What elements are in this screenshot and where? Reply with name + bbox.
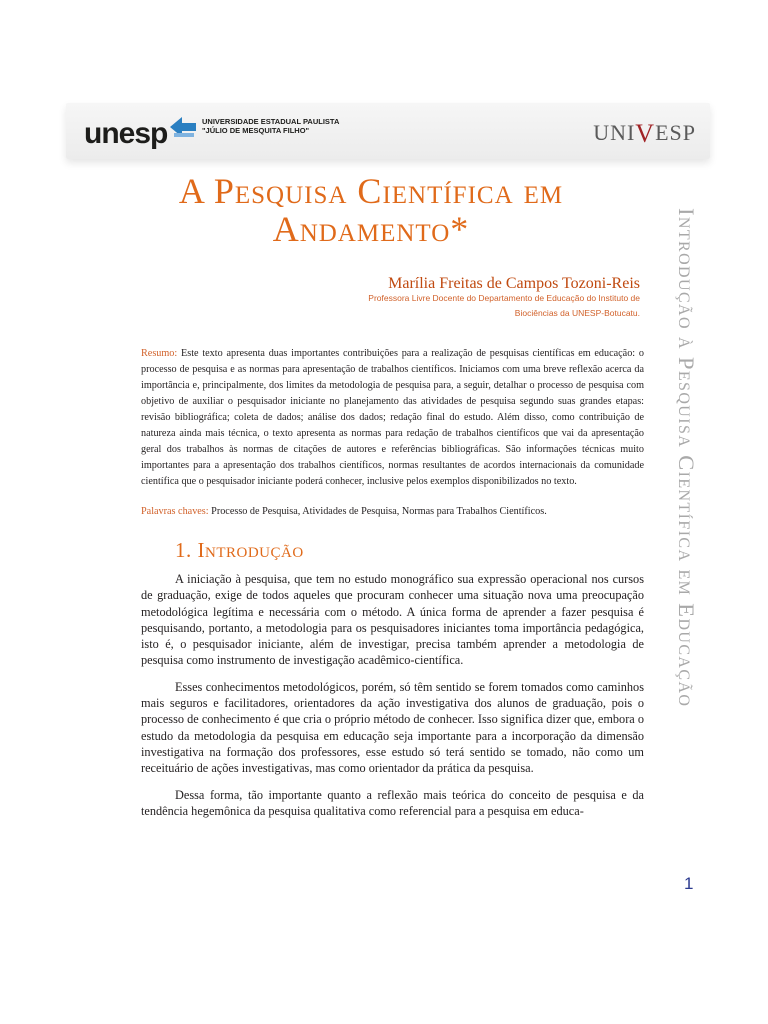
univesp-logo [593,117,696,147]
page-number: 1 [684,874,694,893]
unesp-logo: unesp [84,117,168,150]
keywords-text: Processo de Pesquisa, Atividades de Pesquisa, Normas para Trabalhos Científicos. [211,506,547,517]
univesp-logo-suffix: ESP [655,120,696,145]
abstract [141,346,644,490]
unesp-emblem-icon [168,113,200,141]
keywords-label: Palavras chaves: [141,506,209,517]
page-header [66,103,710,159]
abstract-text: Este texto apresenta duas importantes contribuições para a realização de pesquisas científicas em educação: o processo de pesquisa e as normas para apresentação de trabalhos científicos. Iniciamos com uma breve reflexão acerca da importância e, principalmente, dos limites da metodologia de pesquisa para, a seguir, detalhar o processo de pesquisa com objetivo de auxiliar o pesquisador iniciante no planejamento das atividades de pesquisa segundo suas grandes etapas: revisão bibliográfica; coleta de dados; análise dos dados; redação final do estudo. Além disso, como contribuição de natureza ainda mais técnica, o texto apresenta as normas para redação de trabalhos científicos que vai da apresentação geral dos trabalhos às normas de citações de autores e referências bibliográficas. São informações técnicas muito importantes para a apresentação dos trabalhos científicos, normas resultantes de acordos internacionais da comunidade científica que o pesquisador iniciante poderá conhecer, inclusive pelos exemplos disponibilizados no texto. [141,348,645,487]
paragraph: Dessa forma, tão importante quanto a reflexão mais teórica do conceito de pesquisa e da tendência hegemônica da pesquisa qualitativa como referencial para a pesquisa em educa- [141,787,644,818]
abstract-label: Resumo: [141,348,178,359]
paragraph: A iniciação à pesquisa, que tem no estudo monográfico sua expressão operacional nos cursos de graduação, exige de todos aqueles que procuram conhecer uma situação nova uma preocupação metodológica legítima e necessária com o método. A única forma de aprender a fazer pesquisa é pesquisando, portanto, a metodologia para os pesquisadores iniciantes toma importância pedagógica, isto é, o pesquisador iniciante, além de investigar, precisa também aprender a metodologia de pesquisa como instrumento de investigação acadêmico-científica. [141,572,644,668]
univesp-logo-v: V [635,119,656,148]
paragraph: Esses conhecimentos metodológicos, porém, só têm sentido se forem tomados como caminhos mais seguros e facilitadores, orientadores da ação investigativa dos alunos de graduação, pois o processo de conhecimento é que cria o próprio método de conhecer. Isso significa dizer que, embora o estudo da metodologia da pesquisa em educação seja importante para a incorporação da dimensão investigativa na formação dos professores, esse estudo só terá sentido se tomado, não como um receituário de ações investigativas, mas como orientador da prática da pesquisa. [141,679,644,776]
university-name-line1: UNIVERSIDADE ESTADUAL PAULISTA [202,117,340,126]
article-title [66,172,676,248]
side-running-title [675,208,699,798]
keywords [141,504,644,520]
author-affiliation [340,291,640,321]
side-title-text: Introdução à Pesquisa Científica em Educação [674,208,699,708]
affiliation-line1: Professora Livre Docente do Departamento de Educação do Instituto de [368,293,640,303]
article-title-line2: Andamento* [272,209,470,249]
affiliation-line2: Biociências da UNESP-Botucatu. [514,308,640,318]
univesp-logo-prefix: UNI [593,120,636,145]
article-title-line1: A Pesquisa Científica em [178,171,564,211]
university-name-line2: "JÚLIO DE MESQUITA FILHO" [202,126,310,135]
body-text [141,571,644,829]
author-name: Marília Freitas de Campos Tozoni-Reis [388,275,640,292]
university-name [202,117,339,135]
section-heading: 1. Introdução [175,538,304,562]
